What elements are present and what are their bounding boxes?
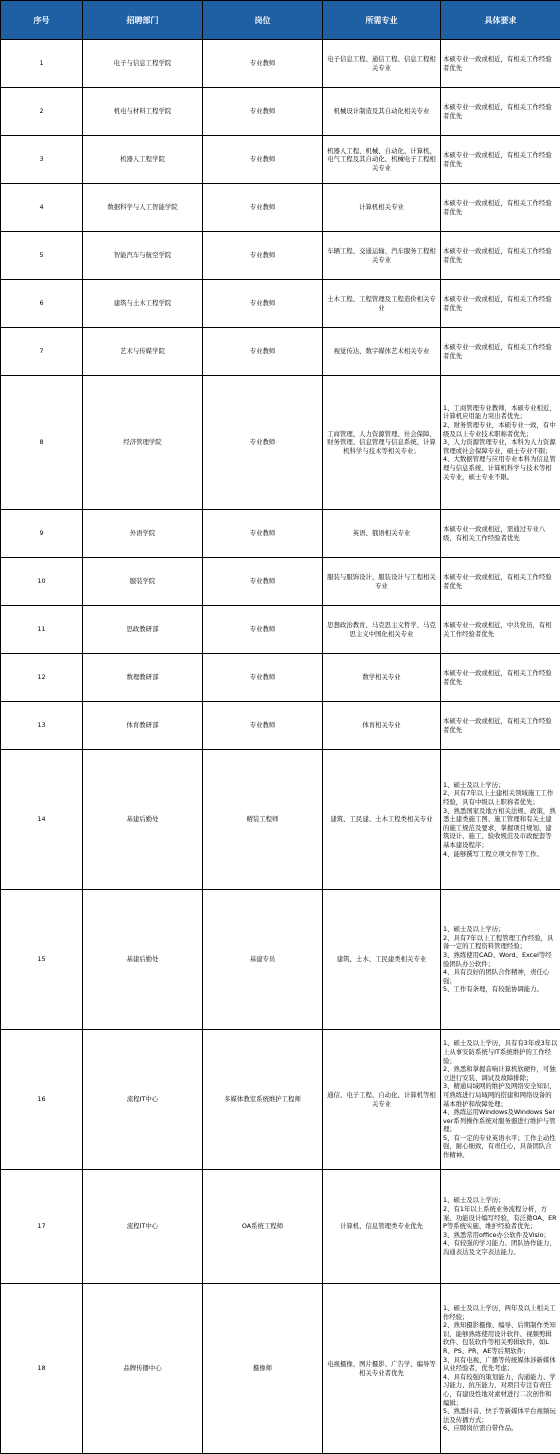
table-row: [1, 1284, 560, 1454]
row-position: 专业教师: [203, 702, 323, 750]
row-requirements: 1、硕士及以上学历，两年及以上相关工作经验； 2、熟知摄影摄像、编导、后期制作类知识，能够熟练使用设计软件、视频剪辑软件、包装软件等相关剪辑软件，如LR、PS、PR、AE等后期软件； 3、具有电视、广播等传统媒体涉新媒体从业经验者，优先考虑； 4、具有较强的策划能力、沟通能力、学习能力、抗压能力，对项目专注有责任心，有建设性地对素材进行二次创作和编辑； 5、熟悉抖音、快手等新媒体平台视频玩法及传播方式； 6、应聘岗位需自带作品。: [441, 1284, 560, 1454]
row-number: 3: [1, 136, 83, 184]
row-number: 7: [1, 328, 83, 376]
row-department: 艺术与传媒学院: [83, 328, 203, 376]
row-requirements: 本硕专业一致或相近，有相关工作经验者优先: [441, 40, 560, 88]
row-position: 专业教师: [203, 558, 323, 606]
row-position: 专业教师: [203, 88, 323, 136]
row-position: 摄像师: [203, 1284, 323, 1454]
table-row: [1, 1170, 560, 1284]
row-requirements: 1、硕士及以上学历； 2、具有7年以上土建相关领域施工工作经验，具有中级以上职称者优先； 3、熟悉国家及地方相关法规、政策，熟悉土建类施工图、施工管理和有关土建的施工规范及要求，掌握项目规划、建筑设计、施工、验收规范及市政配套等基本建设程序； 4、能够撰写工程立项文件等工作。: [441, 750, 560, 890]
row-requirements: 本硕专业一致或相近，有相关工作经验者优先: [441, 328, 560, 376]
table-row: [1, 890, 560, 1030]
row-position: 专业教师: [203, 654, 323, 702]
row-major: 体育相关专业: [323, 702, 441, 750]
row-department: 电子与信息工程学院: [83, 40, 203, 88]
row-requirements: 1、硕士及以上学历； 2、具有7年以上工程管理工作经验，具备一定的工程资料管理经验； 3、熟练使用CAD、Word、Excel等经验团队办公软件； 4、具有良好的团队合作精神，责任心强； 5、工作有条理，有较强协调能力。: [441, 890, 560, 1030]
header-major: 所需专业: [323, 1, 441, 40]
row-major: 数学相关专业: [323, 654, 441, 702]
row-number: 14: [1, 750, 83, 890]
row-major: 计算机、信息管理类专业优先: [323, 1170, 441, 1284]
row-department: 流程IT中心: [83, 1170, 203, 1284]
header-no: 序号: [1, 1, 83, 40]
row-position: 专业教师: [203, 232, 323, 280]
row-position: 多媒体教室系统维护工程师: [203, 1030, 323, 1170]
row-department: 经济管理学院: [83, 376, 203, 510]
table-row: [1, 606, 560, 654]
row-number: 17: [1, 1170, 83, 1284]
row-requirements: 本硕专业一致或相近，有相关工作经验者优先: [441, 280, 560, 328]
row-department: 外语学院: [83, 510, 203, 558]
table-row: [1, 40, 560, 88]
row-number: 10: [1, 558, 83, 606]
row-major: 土木工程、工程管理及工程造价相关专业: [323, 280, 441, 328]
row-department: 流程IT中心: [83, 1030, 203, 1170]
row-number: 18: [1, 1284, 83, 1454]
row-requirements: 1、硕士及以上学历； 2、有1年以上系统业务流程分析，方案、功能设计编写经验，有泛微OA、ERP等系统实施、维护经验者优先； 3、熟悉常用office办公软件及Visio； 4、有较强的学习能力、团队协作能力，沟通表达及文字表达能力。: [441, 1170, 560, 1284]
row-requirements: 本硕专业一致或相近，中共党员，有相关工作经验者优先: [441, 606, 560, 654]
row-position: 基建专员: [203, 890, 323, 1030]
table-row: [1, 328, 560, 376]
table-row: [1, 750, 560, 890]
table-row: [1, 654, 560, 702]
row-major: 计算机相关专业: [323, 184, 441, 232]
row-major: 建筑、土木、工民建类相关专业: [323, 890, 441, 1030]
table-row: [1, 510, 560, 558]
table-row: [1, 376, 560, 510]
table-row: [1, 558, 560, 606]
row-number: 6: [1, 280, 83, 328]
row-department: 品牌传播中心: [83, 1284, 203, 1454]
row-number: 9: [1, 510, 83, 558]
table-row: [1, 1030, 560, 1170]
row-major: 车辆工程、交通运输、汽车服务工程相关专业: [323, 232, 441, 280]
row-requirements: 本硕专业一致或相近，有相关工作经验者优先: [441, 136, 560, 184]
row-requirements: 本硕专业一致或相近，有相关工作经验者优先: [441, 702, 560, 750]
row-number: 1: [1, 40, 83, 88]
table-row: [1, 280, 560, 328]
table-row: [1, 184, 560, 232]
table-row: [1, 232, 560, 280]
row-major: 思想政治教育、马克思主义哲学、马克思主义中国化相关专业: [323, 606, 441, 654]
row-department: 基建后勤处: [83, 890, 203, 1030]
row-major: 机器人工程、机械、自动化、计算机、电气工程及其自动化、机械电子工程相关专业: [323, 136, 441, 184]
row-number: 12: [1, 654, 83, 702]
row-major: 机械设计制造及其自动化相关专业: [323, 88, 441, 136]
row-major: 电视摄像、图片摄影、广告学、编导等相关专业者优先: [323, 1284, 441, 1454]
row-department: 服装学院: [83, 558, 203, 606]
row-position: OA系统工程师: [203, 1170, 323, 1284]
row-department: 智能汽车与航空学院: [83, 232, 203, 280]
row-major: 建筑、工民建、土木工程类相关专业: [323, 750, 441, 890]
row-major: 视觉传达、数字媒体艺术相关专业: [323, 328, 441, 376]
table-row: [1, 702, 560, 750]
row-position: 专业教师: [203, 510, 323, 558]
row-major: 英语、俄语相关专业: [323, 510, 441, 558]
row-position: 专业教师: [203, 606, 323, 654]
header-dept: 招聘部门: [83, 1, 203, 40]
row-position: 专业教师: [203, 40, 323, 88]
row-number: 16: [1, 1030, 83, 1170]
row-position: 专业教师: [203, 280, 323, 328]
row-requirements: 本硕专业一致或相近，有相关工作经验者优先: [441, 654, 560, 702]
row-major: 电子信息工程、通信工程、信息工程相关专业: [323, 40, 441, 88]
row-position: 精装工程师: [203, 750, 323, 890]
row-requirements: 本硕专业一致或相近，有相关工作经验者优先: [441, 232, 560, 280]
row-number: 8: [1, 376, 83, 510]
row-major: 工商管理、人力资源管理、社会保障、财务管理、信息管理与信息系统、计算机科学与技术等相关专业；: [323, 376, 441, 510]
row-requirements: 本硕专业一致或相近，有相关工作经验者优先: [441, 88, 560, 136]
row-department: 机器人工程学院: [83, 136, 203, 184]
row-number: 4: [1, 184, 83, 232]
row-department: 数理教研部: [83, 654, 203, 702]
row-position: 专业教师: [203, 328, 323, 376]
row-requirements: 本硕专业一致或相近，需通过专业八级，有相关工作经验者优先: [441, 510, 560, 558]
row-department: 机电与材料工程学院: [83, 88, 203, 136]
row-department: 思政教研部: [83, 606, 203, 654]
row-position: 专业教师: [203, 136, 323, 184]
row-requirements: 本硕专业一致或相近，有相关工作经验者优先: [441, 558, 560, 606]
header-post: 岗位: [203, 1, 323, 40]
row-number: 15: [1, 890, 83, 1030]
table-header-row: [1, 1, 560, 40]
row-number: 13: [1, 702, 83, 750]
row-major: 服装与服饰设计、服装设计与工程相关专业: [323, 558, 441, 606]
row-department: 基建后勤处: [83, 750, 203, 890]
row-requirements: 本硕专业一致或相近，有相关工作经验者优先: [441, 184, 560, 232]
row-major: 通信、电子工程、自动化、计算机等相关专业: [323, 1030, 441, 1170]
row-requirements: 1、硕士及以上学历，具有有3年或3年以上从事安防系统与IT系统维护的工作经验； 2、熟悉和掌握音响计算机软硬件，可独立进行安装、调试及故障排除； 3、精通局域网的维护及网络安全知识，可熟练进行局域网的搭建和网络设备的基本维护和故障处理； 4、熟练运用Windows及Windows Server系列操作系统对服务器进行维护与管理； 5、有一定的专业英语水平；工作主动性强，耐心细致，有责任心，具备团队合作精神。: [441, 1030, 560, 1170]
row-position: 专业教师: [203, 376, 323, 510]
header-req: 具体要求: [441, 1, 560, 40]
row-department: 建筑与土木工程学院: [83, 280, 203, 328]
table-row: [1, 88, 560, 136]
row-number: 2: [1, 88, 83, 136]
table-row: [1, 136, 560, 184]
row-number: 11: [1, 606, 83, 654]
row-number: 5: [1, 232, 83, 280]
row-position: 专业教师: [203, 184, 323, 232]
row-department: 数据科学与人工智能学院: [83, 184, 203, 232]
row-department: 体育教研部: [83, 702, 203, 750]
row-requirements: 1、工商管理专业教师，本硕专业相近，计算机应用能力突出者优先； 2、财务管理专业，本硕专业一致，有中级及以上专业技术职称者优先； 3、人力资源管理专业，本科为人力资源管理或社会保障专业，硕士专业不限； 4、大数据管理与应用专业本科为信息管理与信息系统、计算机科学与技术等相关专业，硕士专业不限。: [441, 376, 560, 510]
